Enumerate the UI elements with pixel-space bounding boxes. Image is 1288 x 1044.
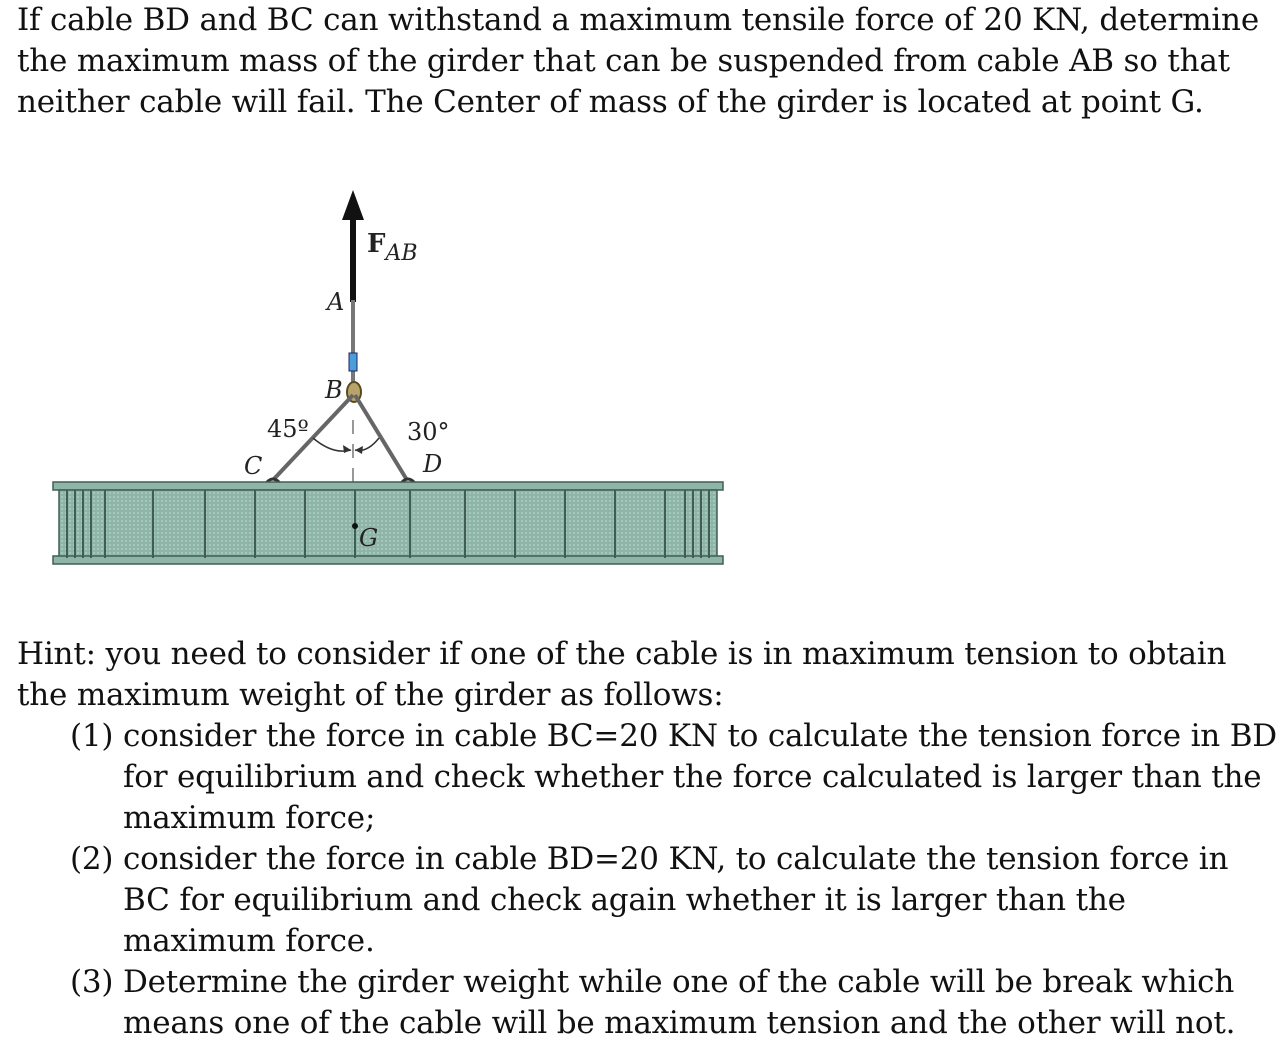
force-label: $F_{AB}$ [367,229,418,266]
label-a: A [327,288,345,316]
cable-turnbuckle [349,353,357,371]
hint-item-number: (3) [70,964,114,1000]
label-b: B [325,376,343,404]
hint-item-text: consider the force in cable BC=20 KN to calculate the tension force in BD for equilibrium and check whether the force calculated is larger than the maximum force; [123,718,1277,836]
angle-label-right: 30° [407,418,450,446]
hint-list [17,716,1282,1044]
hint-item-text: Determine the girder weight while one of the cable will be break which means one of the cable will be maximum tension and the other will not. [123,964,1236,1041]
label-g: G [359,524,379,552]
hint-item [17,716,1282,839]
hint-section [17,634,1282,1044]
girder-figure [45,180,735,580]
force-arrow-fab [342,190,364,302]
hint-item-text: consider the force in cable BD=20 KN, to calculate the tension force in BC for equilibrium and check again whether it is larger than the maximum force. [123,841,1229,959]
hint-item-number: (2) [70,841,114,877]
cable-bd [355,395,407,480]
label-d: D [423,450,443,478]
hint-item-number: (1) [70,718,114,754]
girder [53,482,723,564]
angle-label-left: 45º [267,415,309,443]
label-c: C [244,452,263,480]
point-g-dot [352,523,358,529]
hint-intro: Hint: you need to consider if one of the cable is in maximum tension to obtain the maximum weight of the girder as follows: [17,636,1227,713]
hint-item [17,839,1282,962]
problem-statement: If cable BD and BC can withstand a maximum tensile force of 20 KN, determine the maximum mass of the girder that can be suspended from cable AB so that neither cable will fail. The Center of mass of the girder is located at point G. [17,2,1259,120]
hint-item [17,962,1282,1044]
